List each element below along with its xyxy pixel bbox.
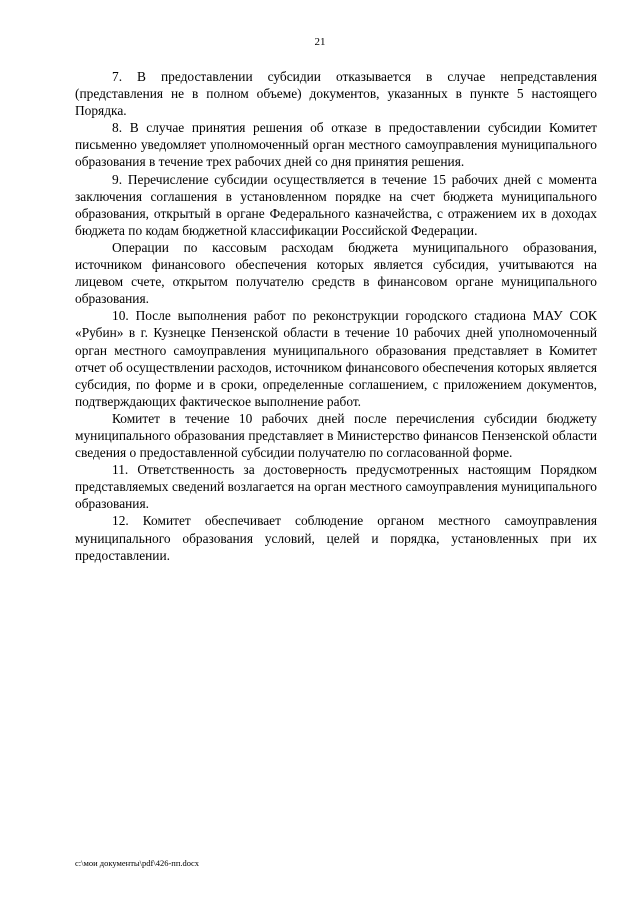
paragraph-8: 8. В случае принятия решения об отказе в предоставлении субсидии Комитет письменно уведомляет уполномоченный орган местного самоуправления муниципального образования в течение трех рабочих дней со дня принятия решения. [75, 120, 597, 170]
paragraph-11: 11. Ответственность за достоверность предусмотренных настоящим Порядком представляемых сведений возлагается на орган местного самоуправления муниципального образования. [75, 462, 597, 512]
paragraph-10-committee: Комитет в течение 10 рабочих дней после перечисления субсидии бюджету муниципального образования представляет в Министерство финансов Пензенской области сведения о предоставленной субсидии получателю по согласованной форме. [75, 410, 597, 461]
paragraph-9: 9. Перечисление субсидии осуществляется в течение 15 рабочих дней с момента заключения соглашения в установленном порядке на счет бюджета муниципального образования, открытый в органе Федерального казначейства, с отражением их в доходах бюджета по кодам бюджетной классификации Российской Федерации. [75, 171, 597, 238]
footer-file-path: c:\мои документы\pdf\426-пп.docx [75, 858, 200, 868]
paragraph-10: 10. После выполнения работ по реконструкции городского стадиона МАУ СОК «Рубин» в г. Кузнецке Пензенской области в течение 10 рабочих дней уполномоченный орган местного самоуправления муниципального образования представляет в Комитет отчет об осуществлении расходов, источником финансового обеспечения которых является субсидия, по форме и в сроки, определенные соглашением, с приложением документов, подтверждающих фактическое выполнение работ. [75, 308, 597, 409]
page-number: 21 [314, 36, 326, 48]
paragraph-7: 7. В предоставлении субсидии отказывается в случае непредставления (представления не в полном объеме) документов, указанных в пункте 5 настоящего Порядка. [75, 69, 597, 119]
document-body [75, 68, 597, 564]
paragraph-12: 12. Комитет обеспечивает соблюдение органом местного самоуправления муниципального образования условий, целей и порядка, установленных при их предоставлении. [75, 513, 597, 563]
paragraph-9-operations: Операции по кассовым расходам бюджета муниципального образования, источником финансового обеспечения которых является субсидия, учитываются на лицевом счете, открытом получателю средств в финансовом органе муниципального образования. [75, 239, 597, 307]
